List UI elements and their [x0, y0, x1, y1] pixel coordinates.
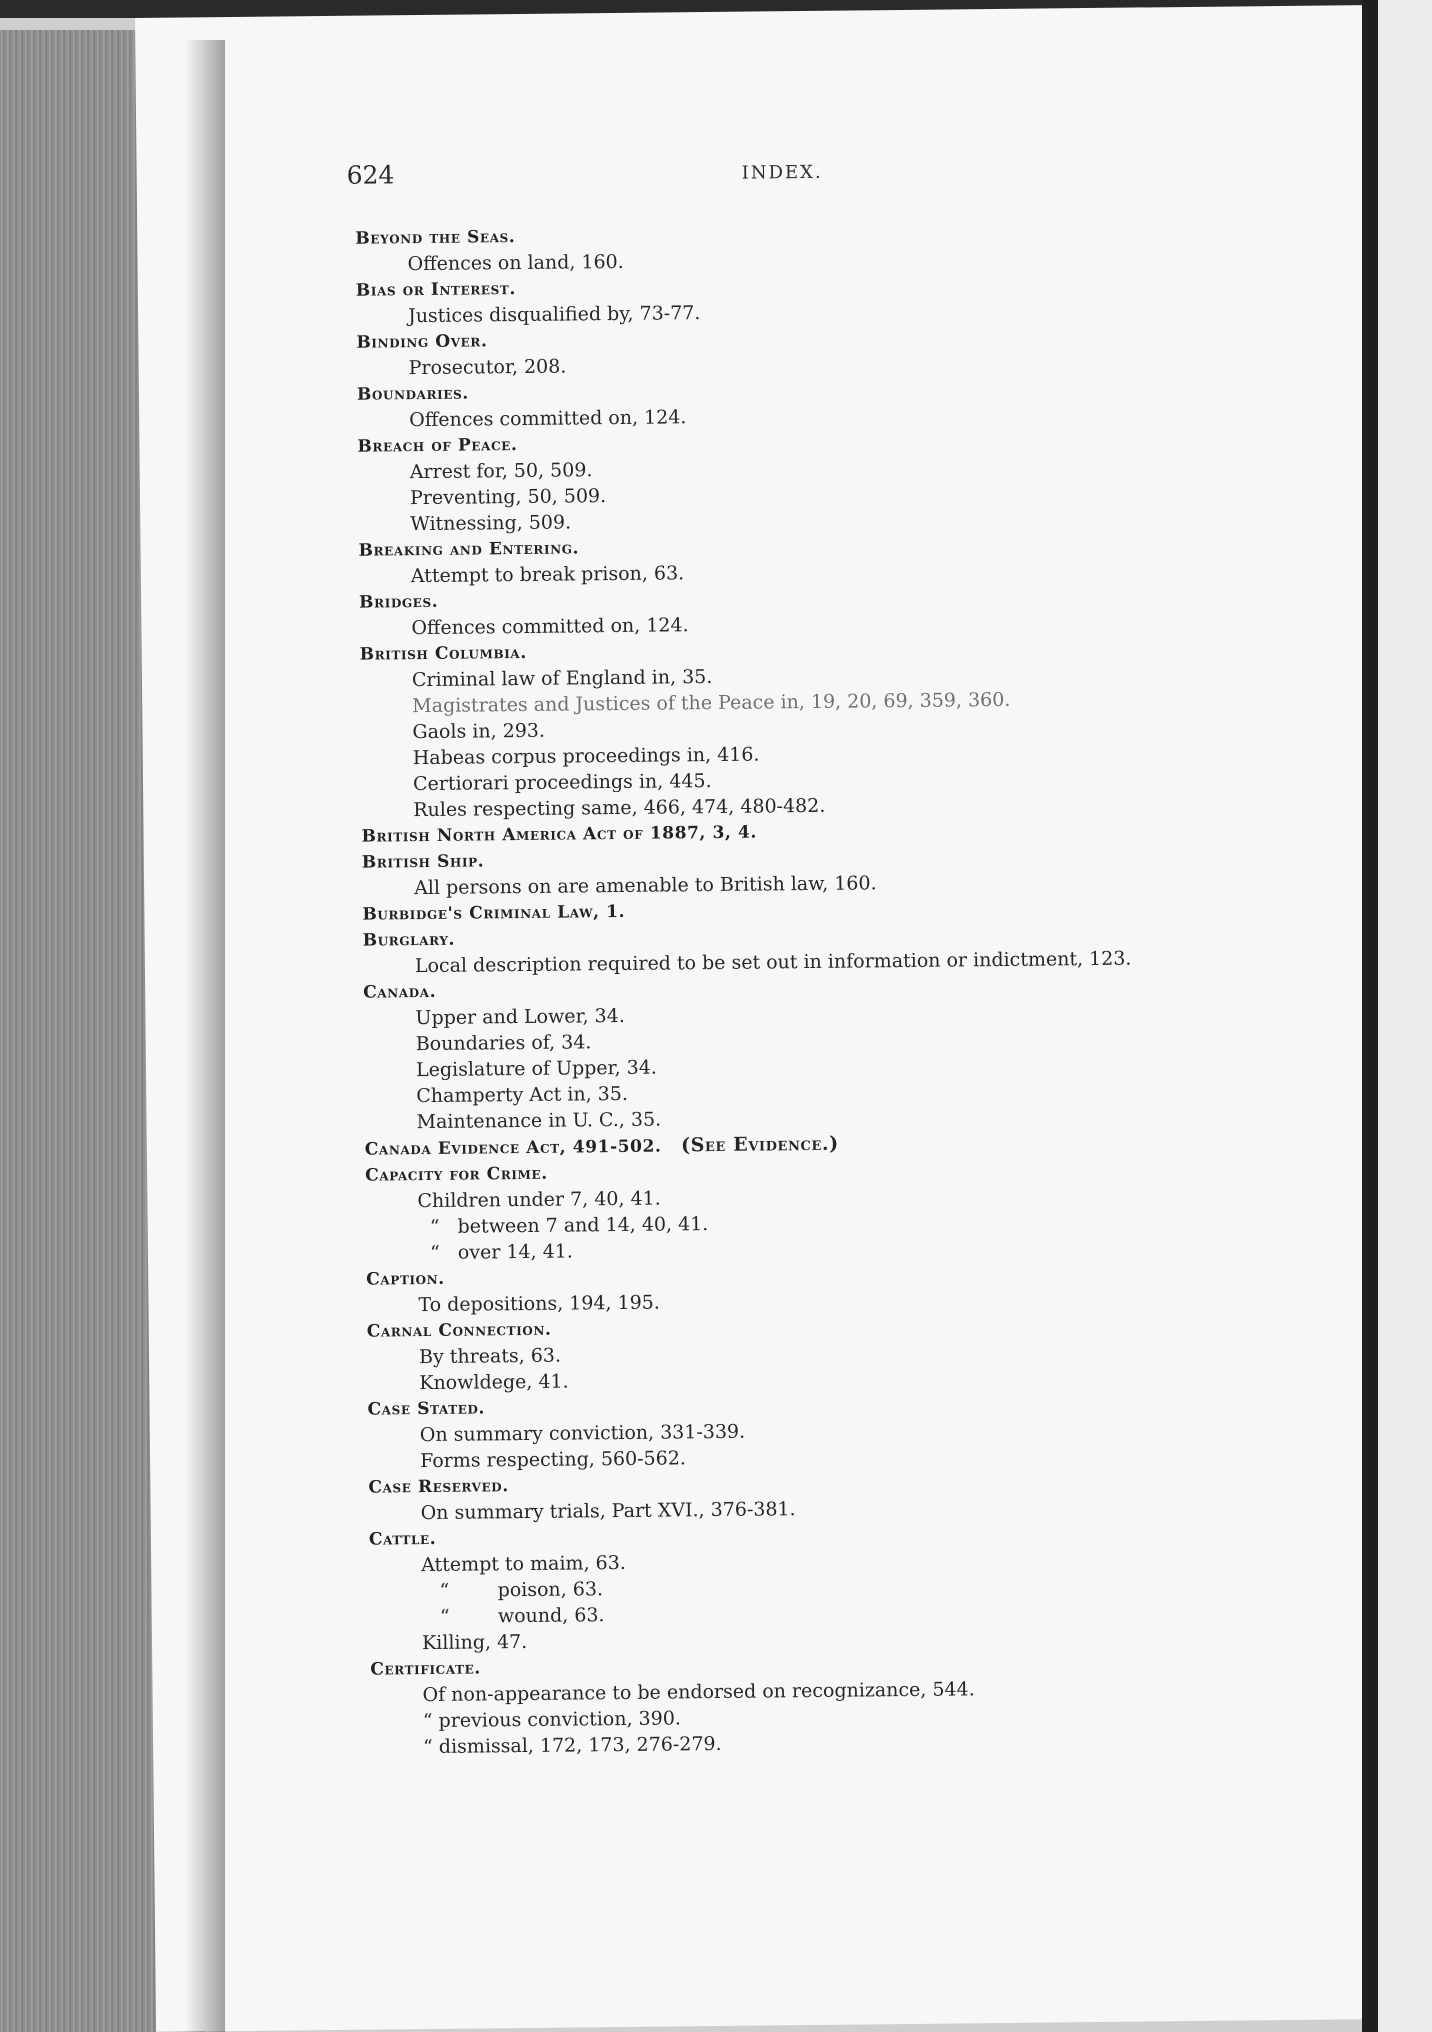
index-subentry: All persons on are amenable to British law, 160. — [414, 872, 877, 900]
index-subentry: “ over 14, 41. — [417, 1240, 573, 1265]
index-heading-text: Binding Over. — [356, 331, 488, 353]
index-subentry: By threats, 63. — [418, 1344, 562, 1369]
index-subentry: Magistrates and Justices of the Peace in, 19, 20, 69, 359, 360. — [412, 688, 1011, 718]
index-heading-text: Caption. — [366, 1268, 445, 1290]
index-entry — [357, 424, 1318, 538]
index-subentry: Knowldege, 41. — [419, 1370, 569, 1395]
index-subentry: Arrest for, 50, 509. — [409, 459, 593, 484]
index-subentry: Rules respecting same, 466, 474, 480-482. — [413, 794, 826, 822]
index-heading-text: Burbidge's Criminal Law, 1. — [362, 901, 626, 925]
index-subentry: “ between 7 and 14, 40, 41. — [417, 1213, 709, 1239]
index-subentry: Witnessing, 509. — [410, 511, 572, 536]
index-subentry: Prosecutor, 208. — [408, 355, 567, 380]
index-subentry: Killing, 47. — [421, 1630, 528, 1655]
index-entry — [363, 970, 1325, 1136]
index-subentry: Offences committed on, 124. — [409, 406, 687, 432]
index-entry — [367, 1387, 1328, 1475]
index-subentry: Criminal law of England in, 35. — [411, 665, 713, 692]
index-heading-text: British North America Act of 1887, 3, 4. — [361, 822, 758, 847]
index-subentry: Upper and Lower, 34. — [415, 1004, 625, 1030]
index-heading-text: Bias or Interest. — [355, 279, 517, 301]
index-subentry: Justices disqualified by, 73-77. — [408, 302, 701, 328]
index-subentry: Preventing, 50, 509. — [409, 485, 607, 510]
index-subentry: Maintenance in U. C., 35. — [416, 1108, 662, 1134]
index-subentry: Attempt to maim, 63. — [421, 1551, 626, 1577]
gutter-shadow — [185, 40, 225, 2032]
index-heading-text: Breach of Peace. — [357, 435, 518, 457]
index-entry — [370, 1647, 1331, 1761]
index-subentry: Of non-appearance to be endorsed on recognizance, 544. — [422, 1678, 975, 1707]
index-list — [355, 216, 1331, 1761]
index-entry — [365, 1153, 1326, 1267]
index-subentry: Forms respecting, 560-562. — [420, 1447, 687, 1473]
index-heading-text: Capacity for Crime. — [365, 1163, 548, 1186]
index-entry — [360, 632, 1322, 824]
index-cross-reference: (See Evidence.) — [680, 1132, 839, 1157]
index-heading-text: Beyond the Seas. — [355, 227, 516, 249]
index-heading-text: British Ship. — [361, 851, 485, 873]
index-heading-text: Boundaries. — [356, 383, 469, 405]
index-heading-text: British Columbia. — [359, 642, 527, 665]
page-number: 624 — [346, 160, 395, 190]
index-subentry: Boundaries of, 34. — [415, 1031, 592, 1056]
index-heading-text: Certificate. — [370, 1658, 481, 1680]
index-subentry: Certiorari proceedings in, 445. — [412, 770, 712, 796]
index-subentry: Gaols in, 293. — [412, 719, 546, 744]
index-subentry: “ dismissal, 172, 173, 276-279. — [423, 1732, 722, 1759]
index-subentry: Legislature of Upper, 34. — [415, 1056, 658, 1082]
index-heading-text: Cattle. — [368, 1528, 437, 1550]
index-heading-text: Case Reserved. — [368, 1476, 509, 1498]
facing-page-edge — [1378, 0, 1432, 2032]
book-page — [135, 5, 1396, 2032]
index-heading-text: Burglary. — [362, 929, 456, 951]
index-entry — [369, 1517, 1330, 1657]
index-subentry: Offences on land, 160. — [407, 250, 624, 276]
index-subentry: To depositions, 194, 195. — [418, 1291, 660, 1317]
index-subentry: On summary trials, Part XVI., 376-381. — [420, 1498, 796, 1525]
index-subentry: “ wound, 63. — [421, 1604, 605, 1629]
index-heading-text: Breaking and Entering. — [358, 538, 580, 561]
index-subentry: On summary conviction, 331-339. — [419, 1420, 746, 1447]
running-head: INDEX. — [741, 161, 823, 184]
index-subentry: Habeas corpus proceedings in, 416. — [412, 743, 760, 770]
page-header — [347, 155, 907, 201]
index-entry — [367, 1309, 1328, 1397]
index-subentry: “ previous conviction, 390. — [422, 1707, 682, 1733]
index-heading-text: Bridges. — [359, 591, 439, 613]
index-heading-text: Canada. — [363, 981, 437, 1003]
index-subentry: Children under 7, 40, 41. — [417, 1187, 661, 1213]
index-subentry: Champerty Act in, 35. — [416, 1082, 629, 1108]
index-subentry: “ poison, 63. — [421, 1578, 604, 1603]
book-spine — [1362, 0, 1378, 2032]
index-heading-text: Carnal Connection. — [366, 1319, 552, 1342]
index-heading-text: Canada Evidence Act, 491-502. — [364, 1136, 662, 1160]
index-heading-text: Case Stated. — [367, 1398, 486, 1420]
index-subentry: Attempt to break prison, 63. — [410, 562, 685, 588]
index-subentry: Offences committed on, 124. — [411, 614, 689, 640]
index-subentry: Local description required to be set out in information or indictment, 123. — [414, 947, 1132, 978]
